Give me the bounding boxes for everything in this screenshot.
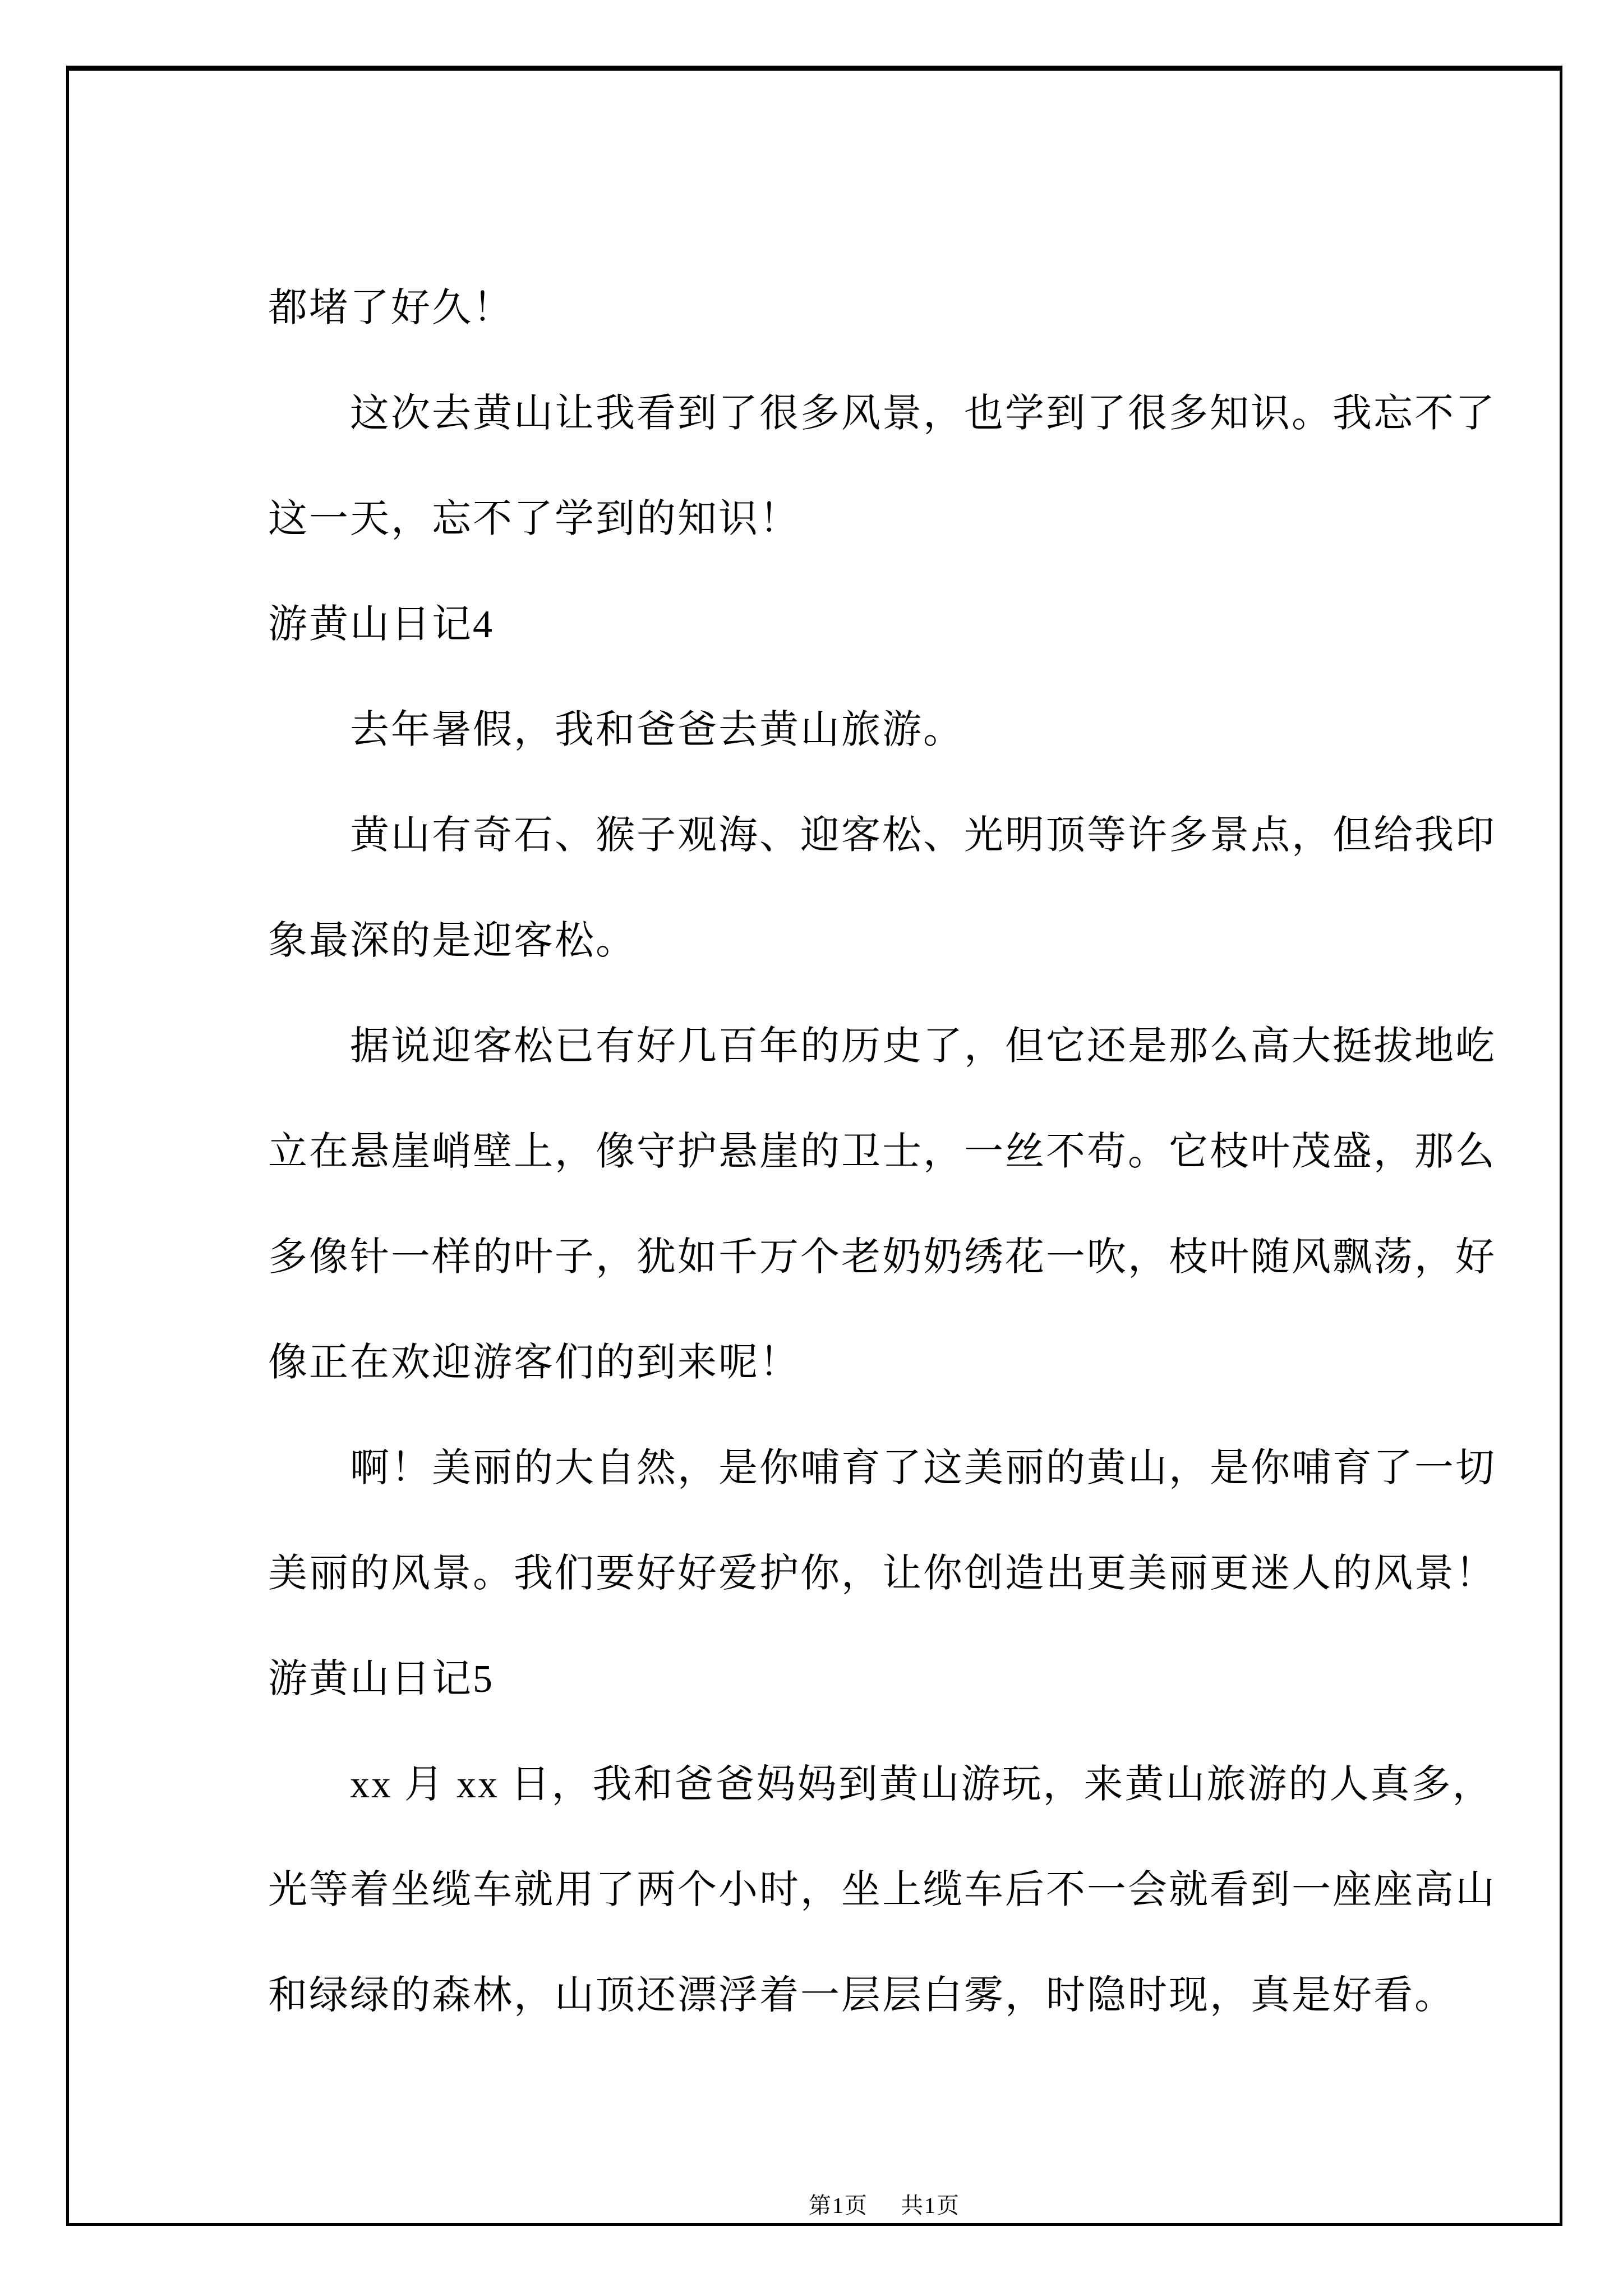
text-lines bbox=[268, 256, 1547, 2049]
page-border-frame bbox=[66, 66, 1562, 2226]
text-line: 美丽的风景。我们要好好爱护你，让你创造出更美丽更迷人的风景！ bbox=[268, 1552, 1496, 1595]
text-line: xx 月 xx 日，我和爸爸妈妈到黄山游玩，来黄山旅游的人真多， bbox=[350, 1763, 1493, 1806]
text-block bbox=[268, 256, 1547, 2049]
text-line: 啊！美丽的大自然，是你哺育了这美丽的黄山，是你哺育了一切 bbox=[350, 1447, 1496, 1490]
page-footer bbox=[135, 2189, 1623, 2223]
text-line: 立在悬崖峭壁上，像守护悬崖的卫士，一丝不苟。它枝叶茂盛，那么 bbox=[268, 1130, 1496, 1174]
text-line: 象最深的是迎客松。 bbox=[268, 919, 637, 963]
text-line: 和绿绿的森林，山顶还漂浮着一层层白雾，时隐时现，真是好看。 bbox=[268, 1974, 1455, 2017]
section-heading: 游黄山日记5 bbox=[268, 1658, 494, 1701]
text-line: 这一天，忘不了学到的知识！ bbox=[268, 498, 800, 541]
text-line: 像正在欢迎游客们的到来呢！ bbox=[268, 1341, 800, 1384]
text-line: 黄山有奇石、猴子观海、迎客松、光明顶等许多景点，但给我印 bbox=[350, 814, 1496, 857]
text-line: 多像针一样的叶子，犹如千万个老奶奶绣花一吹，枝叶随风飘荡，好 bbox=[268, 1236, 1496, 1279]
section-heading: 游黄山日记4 bbox=[268, 603, 494, 646]
footer-total-pages: 共1页 bbox=[901, 2193, 960, 2218]
text-line: 都堵了好久！ bbox=[268, 287, 514, 330]
footer-page-number: 第1页 bbox=[809, 2193, 868, 2218]
text-line: 去年暑假，我和爸爸去黄山旅游。 bbox=[350, 708, 964, 752]
text-line: 据说迎客松已有好几百年的历史了，但它还是那么高大挺拔地屹 bbox=[350, 1025, 1496, 1068]
text-line: 这次去黄山让我看到了很多风景，也学到了很多知识。我忘不了 bbox=[350, 392, 1496, 435]
text-line: 光等着坐缆车就用了两个小时，坐上缆车后不一会就看到一座座高山 bbox=[268, 1869, 1496, 1912]
